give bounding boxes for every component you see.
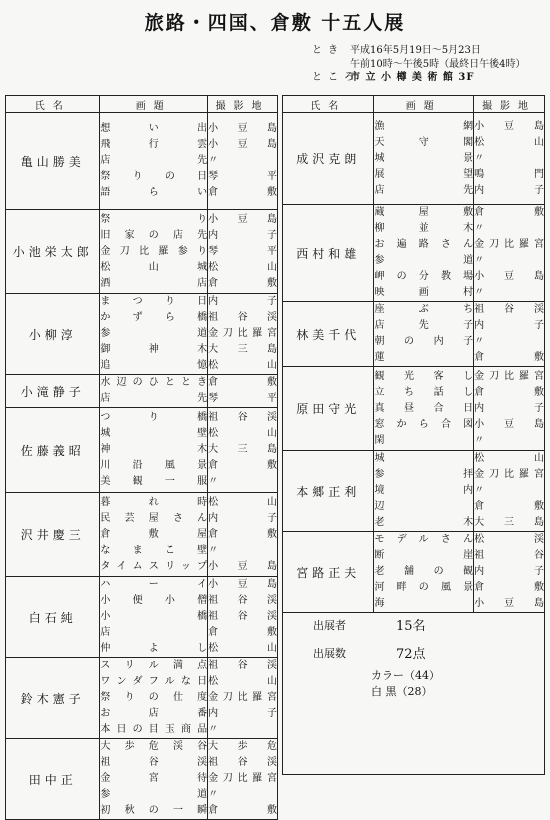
work-places	[208, 493, 278, 577]
bw-count: 白 黒（28）	[371, 685, 433, 698]
exhibitor-name: 小池栄太郎	[6, 210, 100, 294]
work-places	[208, 408, 278, 493]
work-title: 海	[374, 598, 385, 609]
work-title: 老舗の観	[374, 566, 474, 577]
work-title: 店先	[374, 184, 474, 196]
exhibitor-name: 成沢克朗	[283, 113, 374, 205]
work-title: お店番	[100, 708, 208, 719]
exhibitor-row	[6, 210, 278, 294]
work-place: 鳴門	[474, 168, 544, 180]
work-place: 金刀比羅宮	[208, 692, 277, 703]
work-title: 真昼合日	[374, 402, 474, 414]
header-place: 撮影地	[474, 96, 545, 113]
work-title: 語らい	[100, 187, 208, 198]
work-title: 参拝	[374, 469, 474, 480]
exhibitor-name: 鈴木憲子	[6, 658, 100, 739]
work-titles	[374, 367, 474, 451]
work-title: 暮れ時	[100, 496, 208, 508]
work-place: 内子	[474, 320, 544, 331]
work-place: 祖谷渓	[208, 611, 277, 622]
work-place: 大三島	[208, 444, 277, 455]
work-title: 蓮	[374, 352, 385, 363]
exhibitor-row	[6, 577, 278, 658]
work-title: 祖谷渓	[100, 757, 208, 768]
work-title: 飛行雲	[100, 139, 208, 150]
work-places	[208, 113, 278, 210]
header-title: 画題	[374, 96, 474, 113]
work-place: 倉敷	[474, 207, 544, 218]
work-titles	[374, 451, 474, 532]
where-row	[312, 71, 525, 85]
work-title: 漁網	[374, 120, 474, 132]
work-place: 内子	[474, 566, 544, 577]
exhibitor-name: 原田守光	[283, 367, 374, 451]
work-title: 境内	[374, 485, 474, 496]
work-title: 水辺のひととき	[100, 377, 208, 388]
header-name: 氏名	[6, 96, 100, 113]
when-label: とき	[312, 45, 344, 56]
work-place: 倉敷	[474, 501, 544, 512]
work-title: 岬の分教場	[374, 271, 474, 282]
work-place: 松渓	[474, 534, 544, 545]
work-title: 倉敷屋	[100, 528, 208, 540]
work-place: 琴平	[208, 393, 277, 404]
work-title: 民芸屋さん	[100, 512, 208, 524]
where-place: 市 立 小 樽 美 術 館 3F	[350, 72, 475, 83]
exhibitor-name: 林美千代	[283, 302, 374, 367]
work-place: 倉敷	[474, 582, 544, 593]
work-title: ハーイ	[100, 579, 208, 590]
work-title: 閑	[374, 434, 385, 446]
work-title: 座ぶち	[374, 304, 474, 315]
work-place: 金刀比羅宮	[208, 773, 277, 784]
work-place: 〃	[474, 152, 485, 164]
exhibitor-row	[283, 205, 545, 302]
work-place: 小豆島	[208, 579, 277, 590]
work-place: 小豆島	[208, 139, 277, 150]
work-title: 小便小僧	[100, 595, 208, 606]
work-place: 金刀比羅宮	[474, 370, 544, 382]
work-place: 倉敷	[208, 187, 277, 198]
work-place: 松山	[208, 496, 277, 508]
work-title: 展望	[374, 168, 474, 180]
work-place: 琴平	[208, 245, 277, 257]
work-title: 仲よし	[100, 643, 208, 654]
work-title: 断崖	[374, 550, 474, 561]
exhibitor-row	[6, 113, 278, 210]
work-title: つり橋	[100, 412, 208, 423]
work-title: 朝の内子	[374, 336, 474, 347]
works-label: 出展数	[313, 647, 346, 660]
page-title: 旅路・四国、倉敷 十五人展	[144, 12, 406, 34]
work-place: 内子	[474, 184, 544, 196]
work-place: 祖谷渓	[208, 757, 277, 768]
work-titles	[100, 408, 208, 493]
work-title: 観光客し	[374, 370, 474, 382]
work-title: 御神木	[100, 344, 208, 355]
exhibitor-name: 亀山勝美	[6, 113, 100, 210]
table-header	[283, 96, 545, 113]
exhibition-info	[312, 44, 525, 85]
work-place: 小豆島	[474, 120, 544, 132]
work-place: 祖谷渓	[208, 312, 277, 323]
work-title: 蔵屋敷	[374, 207, 474, 218]
work-place: 〃	[208, 789, 219, 800]
work-titles	[100, 375, 208, 408]
work-titles	[100, 493, 208, 577]
work-title: 追憶	[100, 360, 208, 371]
work-title: 旧家の店先	[100, 229, 208, 241]
work-title: 城壁	[100, 428, 208, 439]
work-title: 窓から合図	[374, 418, 474, 430]
exhibitor-row	[6, 408, 278, 493]
work-place: 金刀比羅宮	[474, 469, 544, 480]
work-places	[208, 375, 278, 408]
work-place: 内子	[474, 402, 544, 414]
work-place: 〃	[474, 485, 485, 496]
work-place: 〃	[208, 155, 219, 166]
work-title: 祭りの日	[100, 171, 208, 182]
exhibitor-name: 小滝静子	[6, 375, 100, 408]
work-title: 松山城	[100, 261, 208, 273]
work-places	[474, 451, 545, 532]
work-places	[208, 577, 278, 658]
exhibitor-row	[283, 113, 545, 205]
exhibitor-name: 本郷正利	[283, 451, 374, 532]
work-title: 河畔の風景	[374, 582, 474, 593]
work-places	[474, 302, 545, 367]
exhibitor-name: 田中正	[6, 739, 100, 820]
work-places	[474, 367, 545, 451]
work-title: 祭り	[100, 213, 208, 225]
work-places	[208, 210, 278, 294]
exhibitor-name: 小柳淳	[6, 294, 100, 375]
work-place: 松山	[474, 136, 544, 148]
exhibitor-row	[6, 375, 278, 408]
header-title: 画題	[100, 96, 208, 113]
exhibitors-label: 出展者	[313, 619, 346, 632]
when-row	[312, 44, 525, 58]
exhibitor-row	[6, 658, 278, 739]
work-title: お遍路さん	[374, 239, 474, 250]
work-places	[208, 294, 278, 375]
work-place: 大歩危	[208, 741, 277, 752]
work-title: 本日の目玉商品	[100, 724, 208, 735]
exhibitor-row	[283, 302, 545, 367]
exhibitors-value: 15名	[396, 619, 426, 634]
work-places	[208, 658, 278, 739]
work-place: 松山	[208, 643, 277, 654]
work-place: 倉敷	[208, 627, 277, 638]
work-places	[474, 205, 545, 302]
work-title: タイムスリップ	[100, 560, 208, 572]
work-place: 内子	[208, 512, 277, 524]
work-place: 小豆島	[474, 418, 544, 430]
work-places	[208, 739, 278, 820]
exhibitor-row	[6, 739, 278, 820]
work-place: 小豆島	[208, 213, 277, 225]
exhibitor-row	[6, 294, 278, 375]
where-label: ところ	[312, 72, 360, 83]
work-place: 倉敷	[474, 352, 544, 363]
work-place: 倉敷	[208, 528, 277, 540]
work-title: かずら橋	[100, 312, 208, 323]
work-place: 祖谷渓	[208, 412, 277, 423]
work-place: 祖谷渓	[208, 595, 277, 606]
work-place: 小豆島	[474, 271, 544, 282]
work-titles	[100, 739, 208, 820]
work-place: 内子	[208, 296, 277, 307]
work-title: 映画村	[374, 287, 474, 298]
work-title: 柳並木	[374, 223, 474, 234]
work-title: 神木	[100, 444, 208, 455]
when-hours: 午前10時～午後5時（最終日午後4時）	[350, 58, 526, 70]
work-place: 〃	[474, 287, 485, 298]
work-place: 〃	[474, 336, 485, 347]
work-title: 川沿風景	[100, 460, 208, 471]
work-place: 内子	[208, 708, 277, 719]
work-place: 〃	[208, 476, 219, 487]
work-titles	[100, 658, 208, 739]
work-title: なまこ壁	[100, 544, 208, 556]
work-place: 松山	[474, 453, 544, 464]
work-place: 倉敷	[208, 805, 277, 816]
summary-box	[282, 590, 545, 775]
work-titles	[374, 205, 474, 302]
header-name: 氏名	[283, 96, 374, 113]
work-titles	[374, 302, 474, 367]
exhibitor-name: 沢井慶三	[6, 493, 100, 577]
work-titles	[100, 210, 208, 294]
work-title: 辺	[374, 501, 385, 512]
work-title: 酒店	[100, 277, 208, 289]
work-place: 大三島	[208, 344, 277, 355]
work-title: 城	[374, 453, 385, 464]
work-title: 大歩危渓谷	[100, 741, 208, 752]
color-count: カラー（44）	[371, 669, 440, 682]
header-place: 撮影地	[208, 96, 278, 113]
work-title: 老木	[374, 517, 474, 528]
work-title: 初秋の一瞬	[100, 805, 208, 816]
exhibitor-row	[283, 367, 545, 451]
exhibitor-name: 宮路正夫	[283, 532, 374, 613]
work-place: 小豆島	[474, 598, 544, 609]
work-place: 松山	[208, 261, 277, 273]
work-place: 金刀比羅宮	[208, 328, 277, 339]
work-title: 城景	[374, 152, 474, 164]
exhibitor-name: 白石純	[6, 577, 100, 658]
work-titles	[374, 113, 474, 205]
exhibitor-name: 西村和雄	[283, 205, 374, 302]
work-place: 倉敷	[208, 377, 277, 388]
work-place: 小豆島	[208, 123, 277, 134]
work-title: 美観一服	[100, 476, 208, 487]
work-place: 倉敷	[474, 386, 544, 398]
work-title: 立ち話し	[374, 386, 474, 398]
works-value: 72点	[396, 647, 426, 662]
work-place: 金刀比羅宮	[474, 239, 544, 250]
work-places	[474, 113, 545, 205]
work-title: スリル満点	[100, 660, 208, 671]
exhibitor-row	[283, 451, 545, 532]
when-dates: 平成16年5月19日～5月23日	[350, 45, 481, 56]
work-title: 祭りの仕度	[100, 692, 208, 703]
work-place: 〃	[474, 223, 485, 234]
work-title: ワンダフルな日	[100, 676, 208, 687]
exhibitor-table-left	[5, 95, 278, 820]
work-title: モデルさん	[374, 534, 474, 545]
work-place: 祖谷	[474, 550, 544, 561]
work-title: 金刀比羅参り	[100, 245, 208, 257]
table-header	[6, 96, 278, 113]
work-titles	[100, 294, 208, 375]
exhibitor-name: 佐藤義昭	[6, 408, 100, 493]
work-title: 小橋	[100, 611, 208, 622]
work-place: 小豆島	[208, 560, 277, 572]
work-title: 金宮待	[100, 773, 208, 784]
work-title: 参道	[374, 255, 474, 266]
work-title: 天守閣	[374, 136, 474, 148]
work-title: まつり日	[100, 296, 208, 307]
work-place: 祖谷渓	[474, 304, 544, 315]
work-title: 参道	[100, 328, 208, 339]
work-place: 祖谷渓	[208, 660, 277, 671]
work-place: 松山	[208, 360, 277, 371]
work-titles	[100, 577, 208, 658]
exhibitor-table-right	[282, 95, 545, 613]
work-place: 内子	[208, 229, 277, 241]
work-titles	[100, 113, 208, 210]
work-place: 〃	[208, 544, 219, 556]
work-place: 倉敷	[208, 277, 277, 289]
work-place: 〃	[474, 434, 485, 446]
work-title: 店	[100, 627, 111, 638]
work-title: 参道	[100, 789, 208, 800]
work-place: 倉敷	[208, 460, 277, 471]
work-place: 琴平	[208, 171, 277, 182]
work-place: 松山	[208, 428, 277, 439]
work-place: 大三島	[474, 517, 544, 528]
exhibitor-row	[6, 493, 278, 577]
work-place: 松山	[208, 676, 277, 687]
work-place: 〃	[474, 255, 485, 266]
work-place: 〃	[208, 724, 219, 735]
work-title: 店先	[100, 155, 208, 166]
work-title: 店先子	[374, 320, 474, 331]
work-title: 想い出	[100, 123, 208, 134]
work-title: 店先	[100, 393, 208, 404]
